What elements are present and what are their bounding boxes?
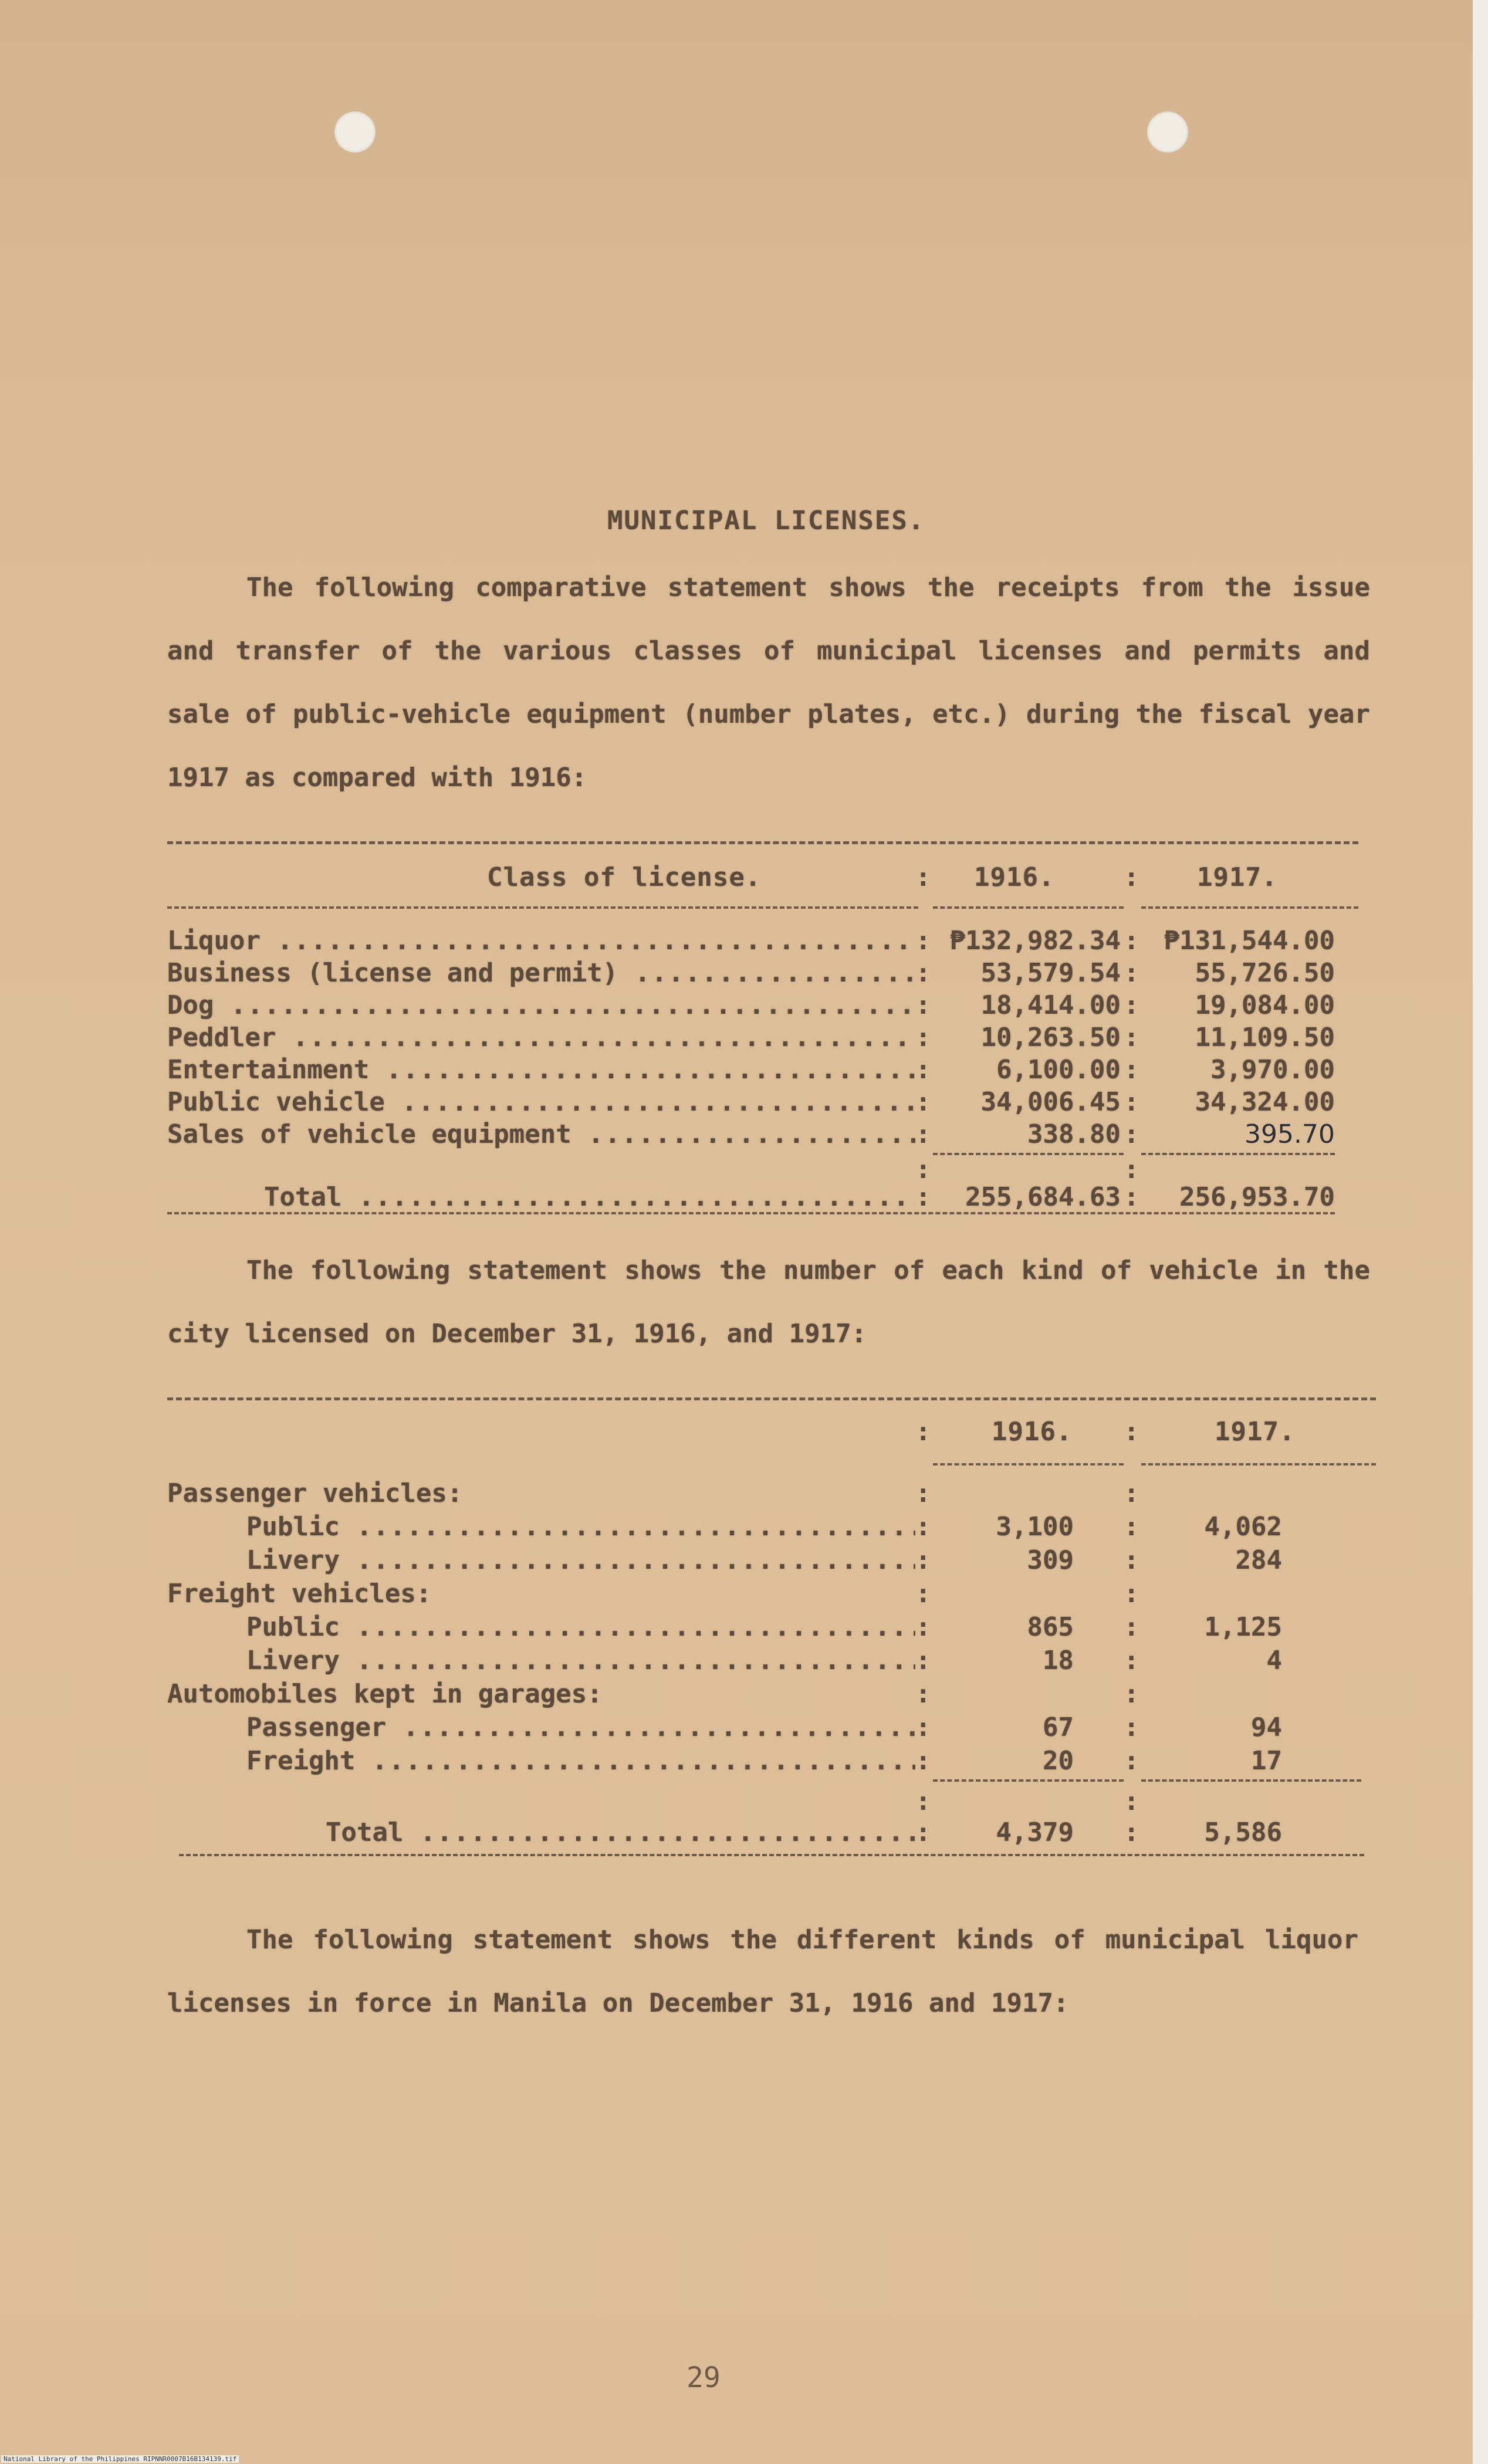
column-separator: :: [1124, 1512, 1139, 1542]
vehicles-group-heading: Automobiles kept in garages:: [167, 1679, 603, 1709]
column-separator: :: [1124, 862, 1139, 892]
column-separator: :: [1124, 1817, 1139, 1847]
vehicles-row-1917: 94: [1251, 1712, 1282, 1742]
column-separator: :: [1124, 1612, 1139, 1642]
vehicles-row-1916: 3,100: [996, 1512, 1074, 1542]
vehicles-row-1916: 67: [1043, 1712, 1074, 1742]
column-separator: :: [1124, 1155, 1139, 1184]
receipts-row-label: Dog .....: [167, 990, 915, 1020]
receipts-row-1916: 53,579.54: [980, 958, 1121, 988]
column-separator: :: [915, 1679, 931, 1709]
header-class-of-license: Class of license.: [487, 862, 762, 892]
column-separator: :: [1124, 1055, 1139, 1085]
column-separator: :: [1124, 1786, 1139, 1816]
vehicles-row-1916: 309: [1027, 1545, 1074, 1575]
vehicles-row-1916: 18: [1043, 1646, 1074, 1676]
column-separator: :: [915, 1579, 931, 1609]
column-separator: :: [915, 1478, 931, 1508]
column-separator: :: [915, 1786, 931, 1816]
column-separator: :: [915, 1646, 931, 1676]
punch-hole-right: [1147, 111, 1188, 153]
vehicles-total-label: Total .....: [326, 1817, 915, 1847]
header-1916: 1916.: [974, 862, 1055, 892]
receipts-row-1917: 395.70: [1244, 1119, 1335, 1149]
receipts-bottom-rule: [167, 1212, 1335, 1214]
vehicles-row-label: Public .....: [246, 1512, 915, 1542]
receipts-row-label: Liquor .....: [167, 926, 915, 956]
column-separator: :: [915, 1545, 931, 1575]
vehicles-top-rule: [167, 1397, 1376, 1400]
vehicles-row-1917: 284: [1235, 1545, 1282, 1575]
vehicles-row-label: Public .....: [246, 1612, 915, 1642]
column-separator: :: [1124, 1545, 1139, 1575]
receipts-row-1916: 10,263.50: [980, 1023, 1121, 1052]
page-title: MUNICIPAL LICENSES.: [607, 506, 925, 536]
vehicles-header-rule-1917: [1141, 1463, 1376, 1465]
receipts-row-label: Sales of vehicle equipment .....: [167, 1119, 915, 1149]
vehicles-row-1917: 4,062: [1204, 1512, 1282, 1542]
vehicles-row-label: Freight .....: [246, 1746, 915, 1776]
column-separator: :: [915, 862, 931, 892]
receipts-row-1916: 18,414.00: [980, 990, 1121, 1020]
column-separator: :: [915, 1055, 931, 1085]
liquor-paragraph: The following statement shows the different kinds of municipal liquor licenses in force in Manila on December 31, 1916 and 1917:: [167, 1925, 1358, 2018]
scan-caption: National Library of the Philippines RIPNNR0007B16B134139.tif: [1, 2455, 239, 2463]
vehicles-total-1916: 4,379: [996, 1817, 1074, 1847]
column-separator: :: [1124, 990, 1139, 1020]
column-separator: :: [915, 1712, 931, 1742]
column-separator: :: [1124, 1579, 1139, 1609]
receipts-row-1916: 34,006.45: [980, 1087, 1121, 1117]
vehicles-row-1917: 4: [1266, 1646, 1282, 1676]
intro-paragraph: The following comparative statement shows the receipts from the issue and transfer of the various classes of municipal licenses and permits and sale of public-vehicle equipment (number plates, etc.) during the fiscal year 1917 as compared with 1916:: [167, 573, 1370, 793]
header-rule-label: [167, 906, 918, 909]
header-rule-1916: [933, 906, 1124, 909]
vehicles-subtotal-rule-1917: [1141, 1779, 1361, 1782]
receipts-row-1916: 6,100.00: [996, 1055, 1121, 1085]
receipts-row-1917: 55,726.50: [1195, 958, 1335, 988]
table-top-rule: [167, 841, 1358, 844]
punch-hole-left: [334, 111, 376, 153]
header-1917: 1917.: [1197, 862, 1278, 892]
column-separator: :: [1124, 1646, 1139, 1676]
column-separator: :: [915, 1817, 931, 1847]
column-separator: :: [1124, 958, 1139, 988]
column-separator: :: [1124, 926, 1139, 956]
vehicles-header-1916: 1916.: [992, 1417, 1073, 1447]
receipts-row-1916: 338.80: [1027, 1119, 1121, 1149]
receipts-row-1917: ₱131,544.00: [1164, 926, 1335, 956]
column-separator: :: [915, 1612, 931, 1642]
receipts-row-label: Entertainment .....: [167, 1055, 915, 1085]
receipts-row-1916: ₱132,982.34: [949, 926, 1121, 956]
page-number: 29: [686, 2361, 721, 2394]
receipts-row-label: Peddler .....: [167, 1023, 915, 1052]
vehicles-header-rule-1916: [933, 1463, 1124, 1465]
column-separator: :: [915, 1155, 931, 1184]
column-separator: :: [915, 1119, 931, 1149]
vehicles-subtotal-rule-1916: [933, 1779, 1124, 1782]
column-separator: :: [1124, 1679, 1139, 1709]
vehicles-group-heading: Freight vehicles:: [167, 1579, 432, 1609]
column-separator: :: [915, 958, 931, 988]
vehicles-paragraph: The following statement shows the number of each kind of vehicle in the city licensed on December 31, 1916, and 1917:: [167, 1255, 1370, 1349]
receipts-row-1917: 3,970.00: [1210, 1055, 1335, 1085]
column-separator: :: [915, 1417, 931, 1447]
column-separator: :: [915, 926, 931, 956]
receipts-row-1917: 34,324.00: [1195, 1087, 1335, 1117]
column-separator: :: [1124, 1478, 1139, 1508]
vehicles-row-label: Passenger .....: [246, 1712, 915, 1742]
column-separator: :: [915, 1087, 931, 1117]
header-rule-1917: [1141, 906, 1358, 909]
subtotal-rule-1917: [1141, 1153, 1335, 1155]
column-separator: :: [915, 1023, 931, 1052]
receipts-row-label: Public vehicle .....: [167, 1087, 915, 1117]
receipts-total-label: Total .....: [264, 1182, 915, 1212]
column-separator: :: [915, 990, 931, 1020]
vehicles-total-1917: 5,586: [1204, 1817, 1282, 1847]
receipts-total-1916: 255,684.63: [965, 1182, 1121, 1212]
vehicles-row-label: Livery .....: [246, 1646, 915, 1676]
subtotal-rule-1916: [933, 1153, 1124, 1155]
column-separator: :: [1124, 1182, 1139, 1212]
column-separator: :: [1124, 1712, 1139, 1742]
vehicles-row-1916: 865: [1027, 1612, 1074, 1642]
column-separator: :: [1124, 1746, 1139, 1776]
column-separator: :: [915, 1182, 931, 1212]
vehicles-row-1917: 17: [1251, 1746, 1282, 1776]
column-separator: :: [1124, 1417, 1139, 1447]
receipts-total-1917: 256,953.70: [1179, 1182, 1335, 1212]
receipts-row-label: Business (license and permit) .....: [167, 958, 915, 988]
column-separator: :: [915, 1512, 931, 1542]
vehicles-row-label: Livery .....: [246, 1545, 915, 1575]
vehicles-bottom-rule: [179, 1854, 1364, 1856]
column-separator: :: [1124, 1119, 1139, 1149]
vehicles-row-1916: 20: [1043, 1746, 1074, 1776]
column-separator: :: [915, 1746, 931, 1776]
vehicles-header-1917: 1917.: [1215, 1417, 1296, 1447]
column-separator: :: [1124, 1087, 1139, 1117]
column-separator: :: [1124, 1023, 1139, 1052]
receipts-row-1917: 19,084.00: [1195, 990, 1335, 1020]
vehicles-group-heading: Passenger vehicles:: [167, 1478, 463, 1508]
vehicles-row-1917: 1,125: [1204, 1612, 1282, 1642]
receipts-row-1917: 11,109.50: [1195, 1023, 1335, 1052]
scan-background: [1473, 0, 1488, 2464]
